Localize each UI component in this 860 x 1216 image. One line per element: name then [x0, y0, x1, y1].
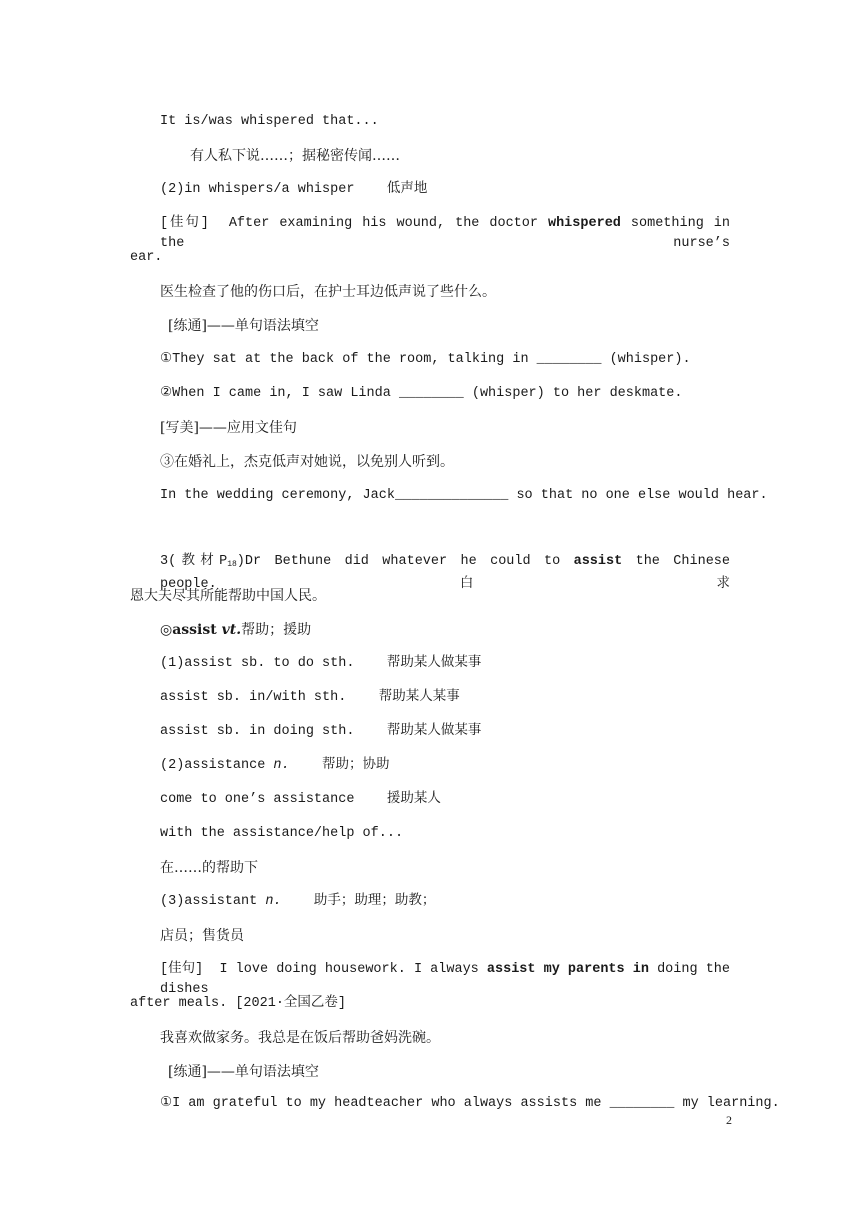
text-line: (2)in whispers/a whisper 低声地 — [160, 182, 428, 197]
text-line: assist sb. in doing sth. 帮助某人做某事 — [160, 724, 482, 739]
text-line: It is/was whispered that... — [160, 114, 379, 129]
text-line: 在……的帮助下 — [160, 860, 258, 876]
text-line: ear. — [130, 250, 163, 265]
text-line: (3)assistant n. 助手；助理；助教； — [160, 894, 436, 909]
translation: 我喜欢做家务。我总是在饭后帮助爸妈洗碗。 — [160, 1030, 440, 1046]
exercise-item: ①I am grateful to my headteacher who always assists me ________ my learning. — [160, 1096, 780, 1111]
example-sentence: [佳句] I love doing housework. I always assist my parents in doing the dishes — [160, 962, 731, 997]
word-entry: ◎assist vt.帮助；援助 — [160, 622, 312, 638]
text-line: assist sb. in/with sth. 帮助某人某事 — [160, 690, 460, 705]
exercise-item: In the wedding ceremony, Jack______________ so that no one else would hear. — [160, 488, 768, 503]
text-line: (2)assistance n. 帮助；协助 — [160, 758, 390, 773]
text-line: with the assistance/help of... — [160, 826, 404, 841]
text-line: come to one’s assistance 援助某人 — [160, 792, 441, 807]
exercise-item: ③在婚礼上，杰克低声对她说，以免别人听到。 — [160, 454, 454, 470]
page-number: 2 — [726, 1113, 732, 1127]
section-heading: [写美]——应用文佳句 — [160, 420, 297, 436]
text-line: (1)assist sb. to do sth. 帮助某人做某事 — [160, 656, 482, 671]
exercise-item: ②When I came in, I saw Linda ________ (whisper) to her deskmate. — [160, 386, 683, 401]
text-line: after meals. [2021·全国乙卷] — [130, 996, 347, 1011]
translation: 医生检查了他的伤口后，在护士耳边低声说了些什么。 — [160, 284, 496, 300]
section-heading: [练通]——单句语法填空 — [168, 1064, 319, 1080]
exercise-item: ①They sat at the back of the room, talking in ________ (whisper). — [160, 352, 691, 367]
translation: 恩大夫尽其所能帮助中国人民。 — [130, 588, 326, 604]
text-line: 有人私下说……；据秘密传闻…… — [190, 148, 400, 164]
section-heading: [练通]——单句语法填空 — [168, 318, 319, 334]
text-line: 店员；售货员 — [160, 928, 244, 944]
example-sentence: [佳句] After examining his wound, the doctor whispered something in the nurse’s — [160, 216, 730, 251]
textbook-sentence: 3(教材$P_{18})Dr$ Bethune did whatever he could to assist the Chinese people.白求 — [160, 554, 731, 592]
